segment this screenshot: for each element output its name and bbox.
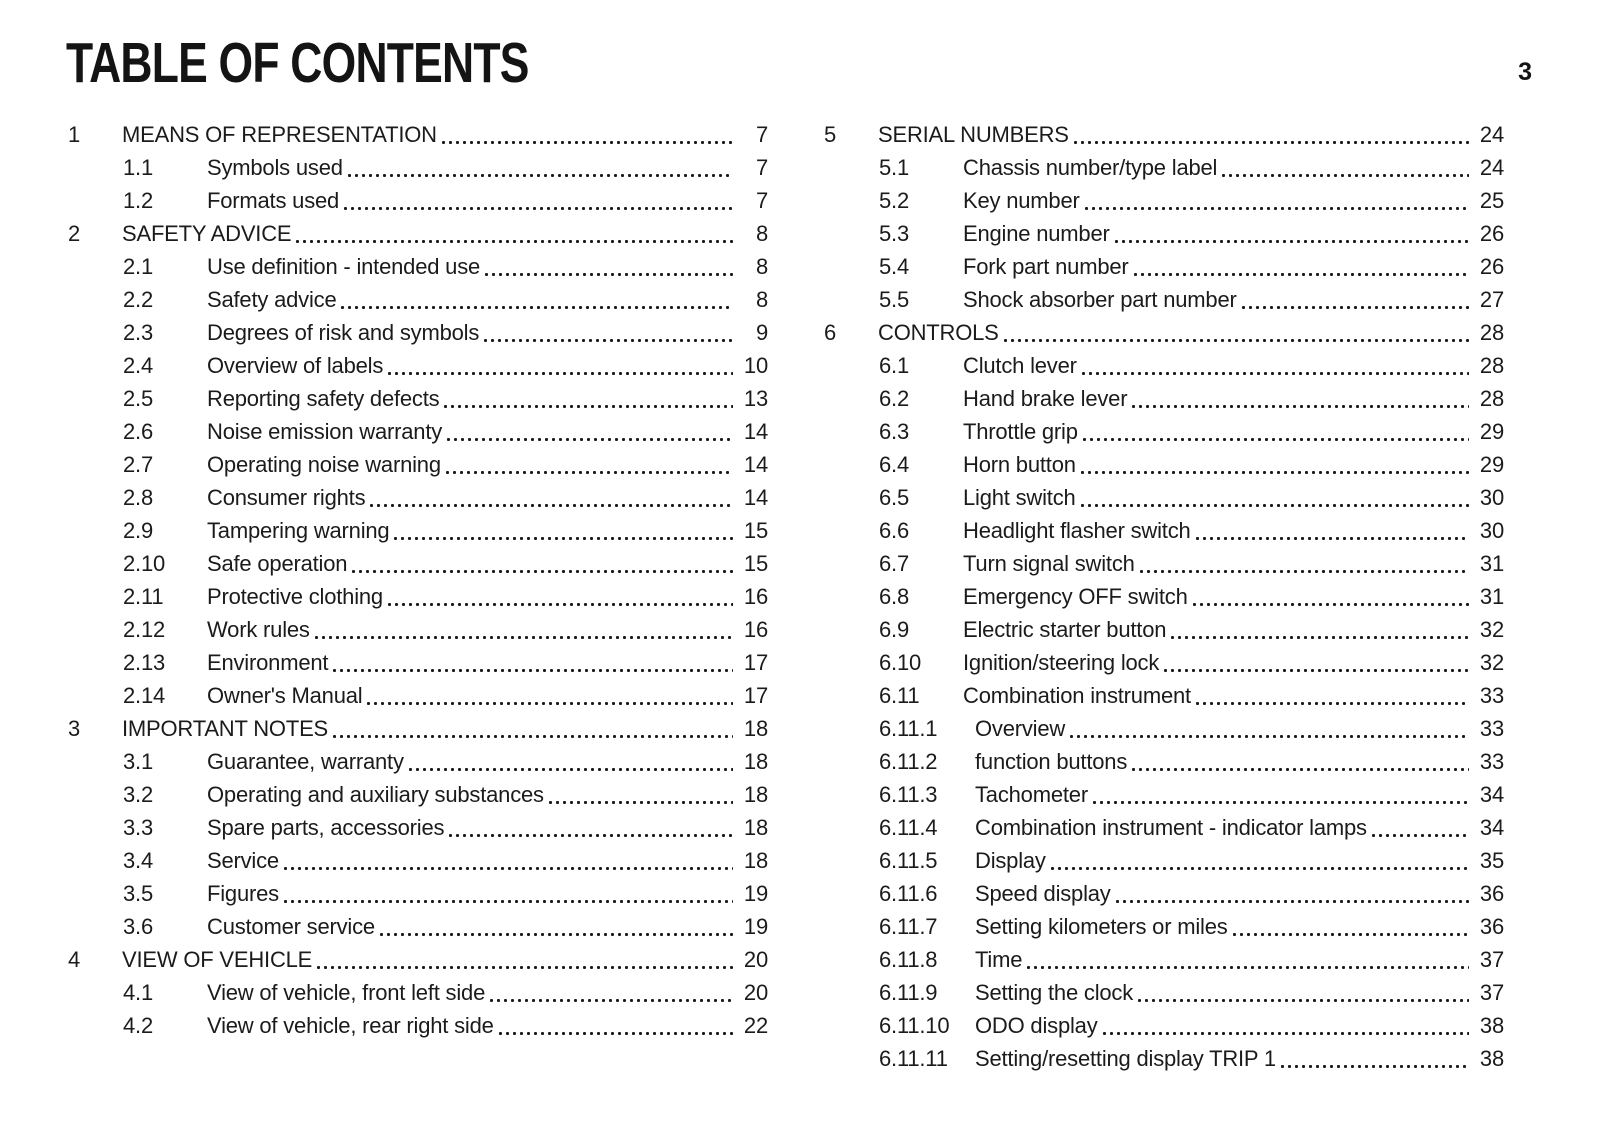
dot-leader — [1115, 240, 1469, 243]
entry-page: 19 — [743, 881, 768, 906]
entry-number: 2.13 — [123, 650, 166, 675]
toc-entry — [824, 151, 1504, 184]
entry-number: 2.5 — [123, 386, 153, 411]
entry-title: View of vehicle, front left side — [207, 980, 486, 1005]
entry-page: 38 — [1479, 1046, 1504, 1071]
toc-entry — [824, 778, 1504, 811]
entry-title: Service — [207, 848, 279, 873]
dot-leader — [1081, 471, 1469, 474]
entry-title: Guarantee, warranty — [207, 749, 404, 774]
dot-leader — [1196, 537, 1469, 540]
toc-entry — [68, 382, 768, 415]
entry-number: 5.4 — [879, 254, 909, 279]
entry-number: 6.4 — [879, 452, 909, 477]
entry-title: Setting the clock — [975, 980, 1134, 1005]
entry-number: 6.3 — [879, 419, 909, 444]
entry-title: Speed display — [975, 881, 1111, 906]
toc-column-right — [824, 118, 1504, 1075]
toc-entry — [824, 646, 1504, 679]
dot-leader — [1074, 141, 1469, 144]
entry-page: 18 — [743, 749, 768, 774]
entry-title: Figures — [207, 881, 279, 906]
dot-leader — [1083, 438, 1469, 441]
toc-entry — [824, 382, 1504, 415]
entry-number: 5 — [824, 122, 837, 147]
toc-entry — [68, 448, 768, 481]
entry-title: View of vehicle, rear right side — [207, 1013, 494, 1038]
entry-number: 6.8 — [879, 584, 909, 609]
dot-leader — [1281, 1065, 1469, 1068]
entry-page: 36 — [1479, 881, 1504, 906]
entry-title: Horn button — [963, 452, 1076, 477]
entry-page: 18 — [743, 716, 768, 741]
entry-page: 29 — [1479, 419, 1504, 444]
entry-number: 2 — [68, 221, 81, 246]
toc-entry — [824, 217, 1504, 250]
entry-number: 3.2 — [123, 782, 153, 807]
entry-page: 18 — [743, 782, 768, 807]
toc-entry — [68, 415, 768, 448]
entry-page: 20 — [743, 947, 768, 972]
toc-entry — [824, 481, 1504, 514]
toc-entry — [824, 712, 1504, 745]
entry-number: 6.11.5 — [879, 848, 938, 873]
entry-page: 35 — [1479, 848, 1504, 873]
entry-number: 2.4 — [123, 353, 153, 378]
toc-entry — [68, 580, 768, 613]
entry-number: 5.1 — [879, 155, 909, 180]
entry-number: 2.9 — [123, 518, 153, 543]
entry-title: Headlight flasher switch — [963, 518, 1191, 543]
toc-entry — [824, 415, 1504, 448]
entry-title: Turn signal switch — [963, 551, 1135, 576]
dot-leader — [367, 702, 733, 705]
entry-title: Operating and auxiliary substances — [207, 782, 544, 807]
toc-entry — [824, 283, 1504, 316]
entry-title: Time — [975, 947, 1023, 972]
entry-number: 4.2 — [123, 1013, 153, 1038]
toc-entry — [824, 580, 1504, 613]
entry-number: 3.1 — [123, 749, 153, 774]
dot-leader — [1085, 207, 1469, 210]
entry-page: 20 — [743, 980, 768, 1005]
entry-title: CONTROLS — [878, 320, 999, 345]
entry-page: 33 — [1479, 683, 1504, 708]
entry-page: 15 — [743, 518, 768, 543]
dot-leader — [447, 438, 733, 441]
entry-page: 8 — [755, 254, 768, 279]
toc-entry — [68, 118, 768, 151]
toc-entry — [824, 877, 1504, 910]
entry-title: Customer service — [207, 914, 375, 939]
entry-page: 15 — [743, 551, 768, 576]
toc-entry — [824, 448, 1504, 481]
toc-entry — [68, 910, 768, 943]
entry-number: 4 — [68, 947, 81, 972]
entry-title: Spare parts, accessories — [207, 815, 445, 840]
dot-leader — [1070, 735, 1469, 738]
dot-leader — [484, 339, 733, 342]
entry-page: 33 — [1479, 749, 1504, 774]
toc-entry — [824, 184, 1504, 217]
entry-title: Electric starter button — [963, 617, 1167, 642]
entry-title: Combination instrument — [963, 683, 1191, 708]
dot-leader — [1242, 306, 1469, 309]
dot-leader — [341, 306, 733, 309]
entry-number: 6.11.8 — [879, 947, 938, 972]
entry-number: 6.11.10 — [879, 1013, 950, 1038]
entry-page: 30 — [1479, 518, 1504, 543]
entry-number: 3.5 — [123, 881, 153, 906]
entry-page: 28 — [1479, 320, 1504, 345]
dot-leader — [444, 405, 733, 408]
entry-title: Operating noise warning — [207, 452, 441, 477]
entry-title: Chassis number/type label — [963, 155, 1218, 180]
entry-title: Overview — [975, 716, 1066, 741]
entry-page: 19 — [743, 914, 768, 939]
entry-number: 6 — [824, 320, 837, 345]
entry-number: 5.2 — [879, 188, 909, 213]
entry-page: 16 — [743, 617, 768, 642]
entry-number: 6.11.3 — [879, 782, 938, 807]
toc-entry — [68, 481, 768, 514]
entry-number: 3.4 — [123, 848, 153, 873]
dot-leader — [333, 669, 733, 672]
entry-number: 6.11.11 — [879, 1046, 948, 1071]
dot-leader — [333, 735, 733, 738]
toc-entry — [68, 646, 768, 679]
entry-number: 6.6 — [879, 518, 909, 543]
entry-page: 32 — [1479, 617, 1504, 642]
dot-leader — [344, 207, 733, 210]
entry-page: 24 — [1479, 122, 1504, 147]
toc-entry — [68, 844, 768, 877]
toc-entry — [824, 118, 1504, 151]
entry-title: Owner's Manual — [207, 683, 363, 708]
entry-page: 34 — [1479, 782, 1504, 807]
entry-title: MEANS OF REPRESENTATION — [122, 122, 437, 147]
entry-title: Display — [975, 848, 1046, 873]
entry-title: Hand brake lever — [963, 386, 1128, 411]
entry-number: 2.6 — [123, 419, 153, 444]
entry-number: 2.10 — [123, 551, 166, 576]
entry-title: Safe operation — [207, 551, 348, 576]
entry-title: Formats used — [207, 188, 340, 213]
entry-title: Safety advice — [207, 287, 337, 312]
dot-leader — [284, 900, 733, 903]
dot-leader — [1164, 669, 1469, 672]
entry-page: 22 — [743, 1013, 768, 1038]
entry-page: 7 — [755, 188, 768, 213]
entry-number: 6.9 — [879, 617, 909, 642]
dot-leader — [1103, 1032, 1469, 1035]
entry-title: Engine number — [963, 221, 1110, 246]
entry-title: Setting/resetting display TRIP 1 — [975, 1046, 1276, 1071]
dot-leader — [380, 933, 733, 936]
entry-title: Reporting safety defects — [207, 386, 440, 411]
dot-leader — [1081, 504, 1469, 507]
entry-number: 6.11.1 — [879, 716, 938, 741]
toc-entry — [68, 976, 768, 1009]
dot-leader — [1093, 801, 1469, 804]
toc-entry — [68, 184, 768, 217]
toc-entry — [68, 217, 768, 250]
toc-entry — [68, 151, 768, 184]
dot-leader — [388, 372, 733, 375]
entry-number: 3.6 — [123, 914, 153, 939]
dot-leader — [394, 537, 733, 540]
entry-number: 6.5 — [879, 485, 909, 510]
dot-leader — [1132, 768, 1469, 771]
entry-page: 10 — [743, 353, 768, 378]
entry-page: 33 — [1479, 716, 1504, 741]
entry-number: 2.11 — [123, 584, 164, 609]
entry-title: VIEW OF VEHICLE — [122, 947, 313, 972]
dot-leader — [1196, 702, 1469, 705]
entry-page: 30 — [1479, 485, 1504, 510]
entry-number: 2.1 — [123, 254, 153, 279]
dot-leader — [409, 768, 733, 771]
entry-page: 14 — [743, 452, 768, 477]
dot-leader — [549, 801, 733, 804]
page-number: 3 — [1518, 58, 1532, 86]
dot-leader — [348, 174, 733, 177]
entry-number: 2.14 — [123, 683, 166, 708]
entry-title: Use definition - intended use — [207, 254, 481, 279]
entry-number: 6.7 — [879, 551, 909, 576]
entry-number: 6.11 — [879, 683, 920, 708]
dot-leader — [1051, 867, 1469, 870]
toc-entry — [824, 976, 1504, 1009]
entry-title: SERIAL NUMBERS — [878, 122, 1069, 147]
dot-leader — [1134, 273, 1469, 276]
entry-title: Shock absorber part number — [963, 287, 1237, 312]
entry-page: 29 — [1479, 452, 1504, 477]
entry-number: 3 — [68, 716, 81, 741]
entry-number: 2.3 — [123, 320, 153, 345]
entry-page: 24 — [1479, 155, 1504, 180]
toc-columns — [68, 118, 1504, 1075]
entry-number: 6.10 — [879, 650, 922, 675]
toc-entry — [824, 613, 1504, 646]
entry-page: 37 — [1479, 980, 1504, 1005]
dot-leader — [1233, 933, 1469, 936]
entry-page: 26 — [1479, 221, 1504, 246]
toc-entry — [68, 943, 768, 976]
dot-leader — [485, 273, 733, 276]
entry-number: 6.11.4 — [879, 815, 938, 840]
entry-page: 18 — [743, 848, 768, 873]
entry-page: 32 — [1479, 650, 1504, 675]
entry-page: 34 — [1479, 815, 1504, 840]
entry-number: 2.7 — [123, 452, 153, 477]
dot-leader — [1004, 339, 1469, 342]
entry-title: Emergency OFF switch — [963, 584, 1188, 609]
entry-number: 6.11.7 — [879, 914, 938, 939]
dot-leader — [446, 471, 733, 474]
toc-entry — [824, 844, 1504, 877]
toc-entry — [68, 250, 768, 283]
entry-page: 31 — [1479, 551, 1504, 576]
entry-title: Clutch lever — [963, 353, 1077, 378]
entry-page: 18 — [743, 815, 768, 840]
toc-entry — [824, 1042, 1504, 1075]
dot-leader — [388, 603, 733, 606]
entry-title: Tampering warning — [207, 518, 390, 543]
dot-leader — [490, 999, 733, 1002]
toc-entry — [68, 811, 768, 844]
entry-title: ODO display — [975, 1013, 1098, 1038]
entry-page: 9 — [755, 320, 768, 345]
entry-number: 6.2 — [879, 386, 909, 411]
toc-entry — [68, 514, 768, 547]
entry-page: 16 — [743, 584, 768, 609]
entry-title: Environment — [207, 650, 329, 675]
dot-leader — [370, 504, 733, 507]
entry-number: 6.1 — [879, 353, 909, 378]
dot-leader — [1171, 636, 1469, 639]
dot-leader — [1193, 603, 1469, 606]
entry-number: 6.11.6 — [879, 881, 938, 906]
entry-number: 4.1 — [123, 980, 153, 1005]
entry-title: Noise emission warranty — [207, 419, 443, 444]
entry-title: SAFETY ADVICE — [122, 221, 292, 246]
dot-leader — [1138, 999, 1469, 1002]
entry-page: 8 — [755, 221, 768, 246]
toc-column-left — [68, 118, 768, 1075]
entry-title: Light switch — [963, 485, 1076, 510]
dot-leader — [1372, 834, 1469, 837]
toc-entry — [68, 712, 768, 745]
toc-entry — [824, 349, 1504, 382]
dot-leader — [296, 240, 733, 243]
entry-number: 2.8 — [123, 485, 153, 510]
toc-entry — [824, 514, 1504, 547]
dot-leader — [442, 141, 733, 144]
dot-leader — [284, 867, 733, 870]
dot-leader — [315, 636, 733, 639]
page-title: TABLE OF CONTENTS — [66, 31, 529, 95]
entry-page: 28 — [1479, 353, 1504, 378]
entry-title: Tachometer — [975, 782, 1088, 807]
entry-number: 1 — [68, 122, 81, 147]
entry-number: 5.3 — [879, 221, 909, 246]
dot-leader — [499, 1032, 733, 1035]
entry-page: 31 — [1479, 584, 1504, 609]
dot-leader — [1116, 900, 1469, 903]
entry-title: Work rules — [207, 617, 310, 642]
entry-number: 6.11.2 — [879, 749, 938, 774]
entry-title: IMPORTANT NOTES — [122, 716, 329, 741]
dot-leader — [317, 966, 733, 969]
toc-entry — [824, 910, 1504, 943]
dot-leader — [1132, 405, 1469, 408]
entry-title: Overview of labels — [207, 353, 384, 378]
entry-page: 28 — [1479, 386, 1504, 411]
dot-leader — [449, 834, 733, 837]
entry-title: function buttons — [975, 749, 1128, 774]
entry-title: Throttle grip — [963, 419, 1078, 444]
toc-entry — [68, 1009, 768, 1042]
entry-page: 7 — [755, 155, 768, 180]
toc-entry — [68, 613, 768, 646]
entry-page: 8 — [755, 287, 768, 312]
entry-page: 25 — [1479, 188, 1504, 213]
entry-page: 36 — [1479, 914, 1504, 939]
entry-page: 38 — [1479, 1013, 1504, 1038]
entry-page: 14 — [743, 485, 768, 510]
toc-entry — [68, 778, 768, 811]
toc-entry — [68, 349, 768, 382]
entry-title: Setting kilometers or miles — [975, 914, 1228, 939]
toc-entry — [824, 679, 1504, 712]
entry-number: 2.12 — [123, 617, 166, 642]
toc-entry — [824, 316, 1504, 349]
entry-page: 13 — [743, 386, 768, 411]
toc-entry — [68, 877, 768, 910]
toc-entry — [824, 811, 1504, 844]
entry-title: Key number — [963, 188, 1080, 213]
toc-entry — [68, 316, 768, 349]
toc-entry — [824, 745, 1504, 778]
dot-leader — [352, 570, 733, 573]
entry-title: Fork part number — [963, 254, 1129, 279]
entry-number: 6.11.9 — [879, 980, 938, 1005]
entry-page: 17 — [743, 650, 768, 675]
entry-page: 26 — [1479, 254, 1504, 279]
entry-page: 37 — [1479, 947, 1504, 972]
entry-title: Ignition/steering lock — [963, 650, 1160, 675]
entry-page: 14 — [743, 419, 768, 444]
entry-title: Degrees of risk and symbols — [207, 320, 480, 345]
entry-number: 5.5 — [879, 287, 909, 312]
entry-number: 2.2 — [123, 287, 153, 312]
entry-title: Combination instrument - indicator lamps — [975, 815, 1367, 840]
toc-entry — [824, 943, 1504, 976]
toc-entry — [68, 283, 768, 316]
entry-page: 17 — [743, 683, 768, 708]
toc-entry — [824, 1009, 1504, 1042]
dot-leader — [1222, 174, 1469, 177]
entry-page: 7 — [755, 122, 768, 147]
toc-entry — [68, 547, 768, 580]
dot-leader — [1140, 570, 1469, 573]
entry-number: 3.3 — [123, 815, 153, 840]
entry-title: Protective clothing — [207, 584, 383, 609]
dot-leader — [1082, 372, 1469, 375]
toc-entry — [68, 679, 768, 712]
dot-leader — [1027, 966, 1469, 969]
entry-number: 1.2 — [123, 188, 153, 213]
entry-number: 1.1 — [123, 155, 153, 180]
toc-entry — [68, 745, 768, 778]
toc-entry — [824, 250, 1504, 283]
entry-page: 27 — [1479, 287, 1504, 312]
entry-title: Consumer rights — [207, 485, 366, 510]
entry-title: Symbols used — [207, 155, 343, 180]
toc-entry — [824, 547, 1504, 580]
